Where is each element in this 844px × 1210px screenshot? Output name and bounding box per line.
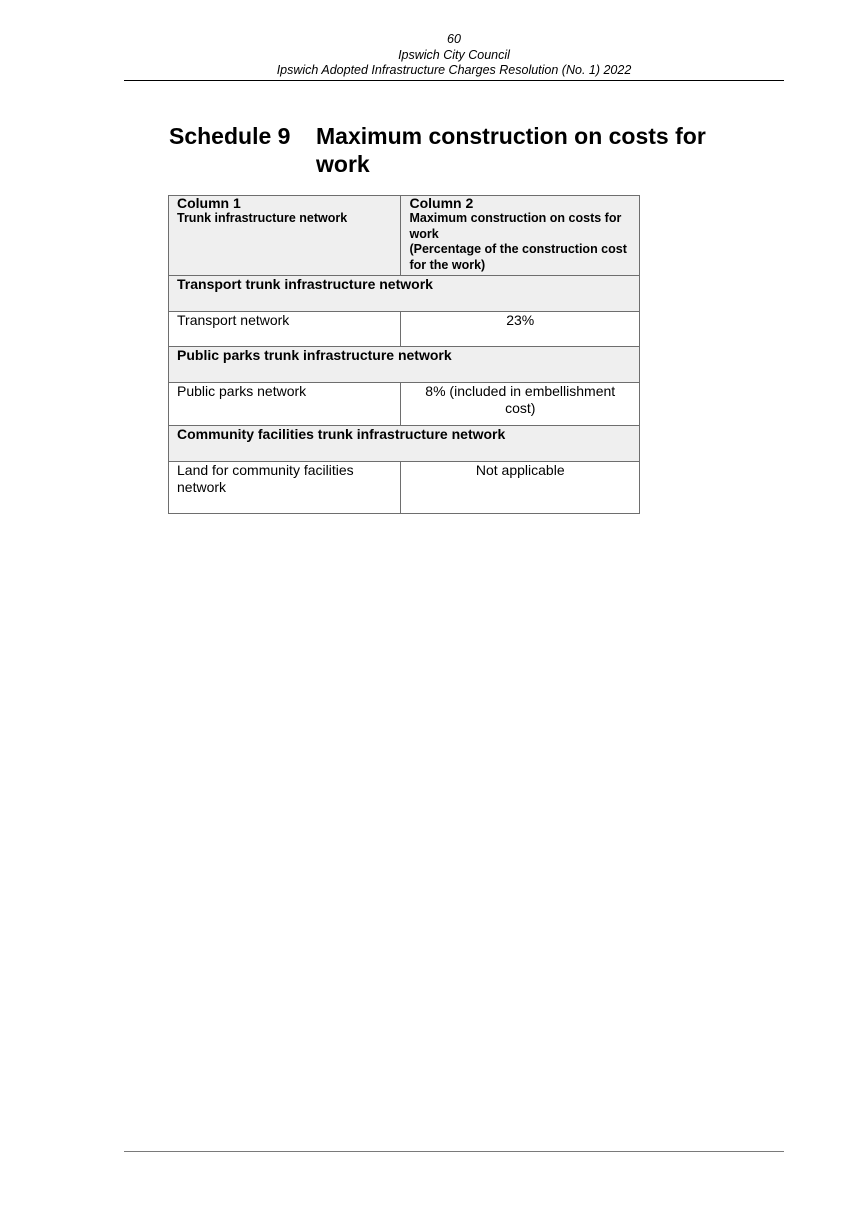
column-1-header — [169, 196, 401, 276]
page-header — [124, 32, 784, 79]
network-cell: Transport network — [169, 312, 401, 347]
column-2-subtitle: Maximum construction on costs for work — [409, 211, 622, 241]
schedule-title: Maximum construction on costs for work — [316, 123, 706, 177]
council-name: Ipswich City Council — [398, 47, 510, 62]
section-heading: Community facilities trunk infrastructure network — [169, 426, 640, 462]
table-row — [169, 383, 640, 426]
on-costs-table — [168, 195, 640, 514]
section-row-community-facilities — [169, 426, 640, 462]
schedule-number: Schedule 9 — [169, 123, 291, 149]
footer-divider — [124, 1151, 784, 1152]
on-cost-cell: 8% (included in embellishment cost) — [401, 383, 640, 426]
section-heading: Transport trunk infrastructure network — [169, 276, 640, 312]
document-title: Ipswich Adopted Infrastructure Charges Resolution (No. 1) 2022 — [276, 63, 632, 77]
table-row — [169, 312, 640, 347]
on-cost-cell: Not applicable — [401, 462, 640, 514]
section-row-transport — [169, 276, 640, 312]
column-2-subtitle-note: (Percentage of the construction cost for the work) — [409, 242, 627, 272]
table-row — [169, 462, 640, 514]
network-cell: Public parks network — [169, 383, 401, 426]
section-heading: Public parks trunk infrastructure network — [169, 347, 640, 383]
column-2-header — [401, 196, 640, 276]
section-row-public-parks — [169, 347, 640, 383]
column-1-title: Column 1 — [177, 195, 241, 211]
page-number: 60 — [447, 32, 461, 46]
column-1-subtitle: Trunk infrastructure network — [177, 211, 348, 225]
header-divider — [124, 80, 784, 81]
network-cell: Land for community facilities network — [169, 462, 401, 514]
column-2-title: Column 2 — [409, 195, 474, 211]
on-cost-cell: 23% — [401, 312, 640, 347]
table-header-row — [169, 196, 640, 276]
